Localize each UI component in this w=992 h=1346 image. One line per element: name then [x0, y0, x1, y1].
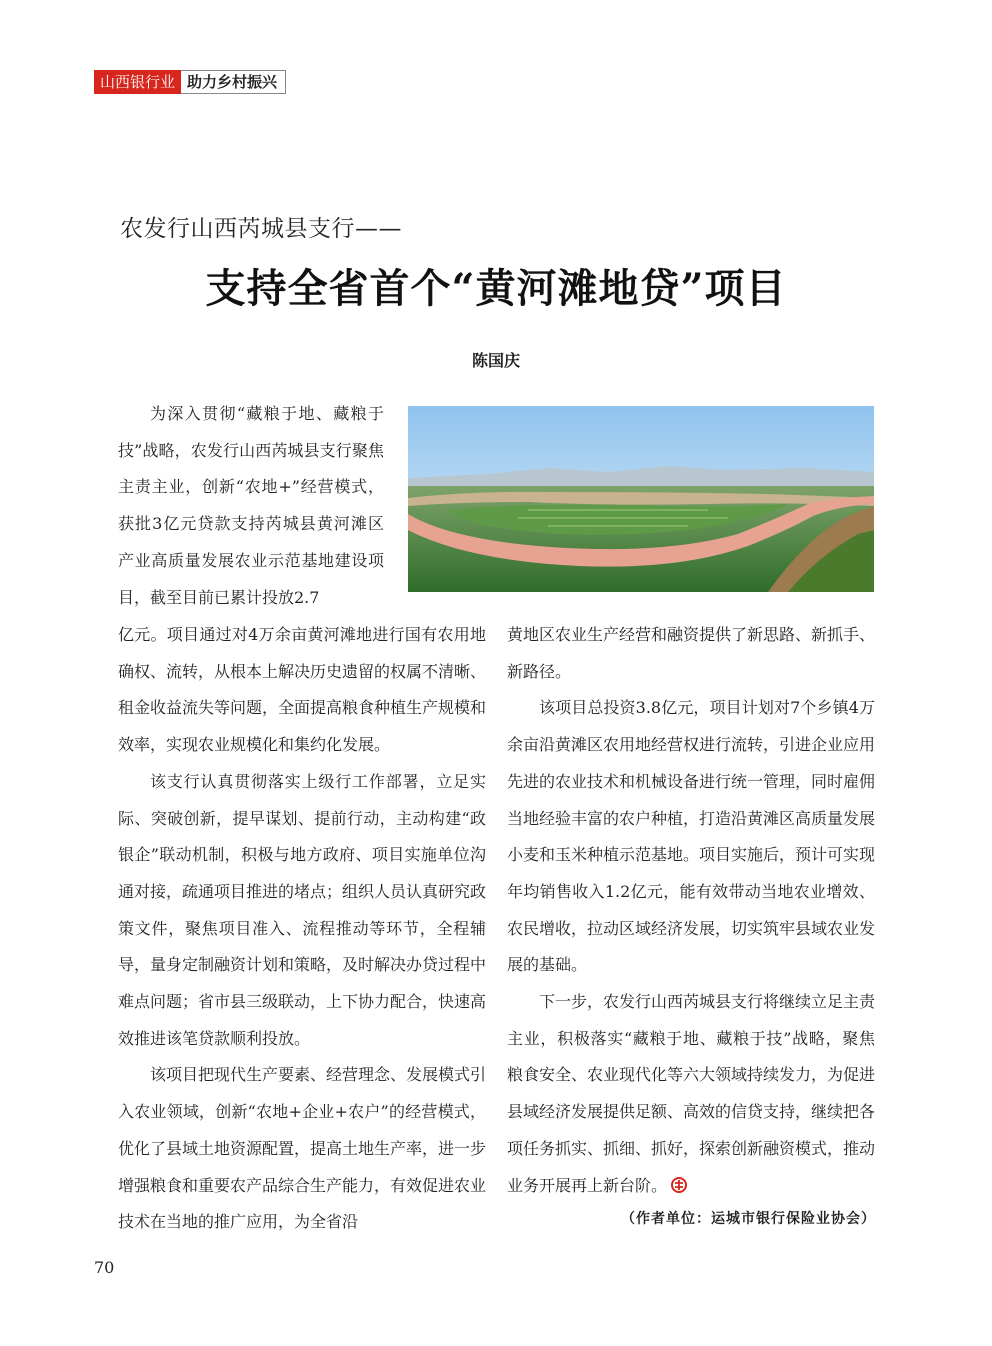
right-paragraph-final	[507, 984, 875, 1204]
page-number: 70	[94, 1258, 115, 1277]
section-label: 助力乡村振兴	[181, 70, 286, 94]
article-title: 支持全省首个“黄河滩地贷”项目	[205, 265, 787, 312]
article-author: 陈国庆	[471, 351, 520, 370]
author-affiliation: （作者单位：运城市银行保险业协会）	[621, 1211, 876, 1227]
final-paragraph-text: 下一步，农发行山西芮城县支行将继续立足主责主业，积极落实“藏粮于地、藏粮于技”战略，聚焦粮食安全、农业现代化等六大领域持续发力，为促进县域经济发展提供足额、高效的信贷支持，继续把各项任务抓实、抓细、抓好，探索创新融资模式，推动业务开展再上新台阶。	[507, 992, 876, 1195]
yellow-river-photo	[408, 406, 874, 592]
river-landscape-image	[408, 406, 874, 592]
left-paragraph: 该项目把现代生产要素、经营理念、发展模式引入农业领域，创新“农地+企业+农户”的经营模式，优化了县域土地资源配置，提高土地生产率，进一步增强粮食和重要农产品综合生产能力，有效促进农业技术在当地的推广应用，为全省沿	[118, 1065, 487, 1232]
right-paragraph: 黄地区农业生产经营和融资提供了新思路、新抓手、新路径。	[507, 625, 876, 681]
article-subtitle: 农发行山西芮城县支行——	[120, 216, 402, 242]
right-column	[507, 617, 875, 1204]
section-header	[94, 70, 286, 94]
left-column	[118, 617, 486, 1241]
intro-paragraph: 为深入贯彻“藏粮于地、藏粮于技”战略，农发行山西芮城县支行聚焦主责主业，创新“农地+”经营模式，获批3亿元贷款支持芮城县黄河滩区产业高质量发展农业示范基地建设项目，截至目前已累计投放2.7	[118, 404, 384, 607]
left-paragraph: 该支行认真贯彻落实上级行工作部署，立足实际、突破创新，提早谋划、提前行动，主动构建“政银企”联动机制，积极与地方政府、项目实施单位沟通对接，疏通项目推进的堵点；组织人员认真研究政策文件，聚焦项目准入、流程推动等环节，全程辅导，量身定制融资计划和策略，及时解决办贷过程中难点问题；省市县三级联动，上下协力配合，快速高效推进该笔贷款顺利投放。	[118, 771, 487, 1048]
right-paragraph: 该项目总投资3.8亿元，项目计划对7个乡镇4万余亩沿黄滩区农用地经营权进行流转，引进企业应用先进的农业技术和机械设备进行统一管理，同时雇佣当地经验丰富的农户种植，打造沿黄滩区高质量发展小麦和玉米种植示范基地。项目实施后，预计可实现年均销售收入1.2亿元，能有效带动当地农业增效、农民增收，拉动区域经济发展，切实筑牢县域农业发展的基础。	[507, 698, 876, 975]
left-paragraph: 亿元。项目通过对4万余亩黄河滩地进行国有农用地确权、流转，从根本上解决历史遗留的权属不清晰、租金收益流失等问题，全面提高粮食种植生产规模和效率，实现农业规模化和集约化发展。	[118, 625, 487, 755]
section-red-label: 山西银行业	[94, 70, 181, 94]
end-mark-icon	[671, 1177, 687, 1193]
